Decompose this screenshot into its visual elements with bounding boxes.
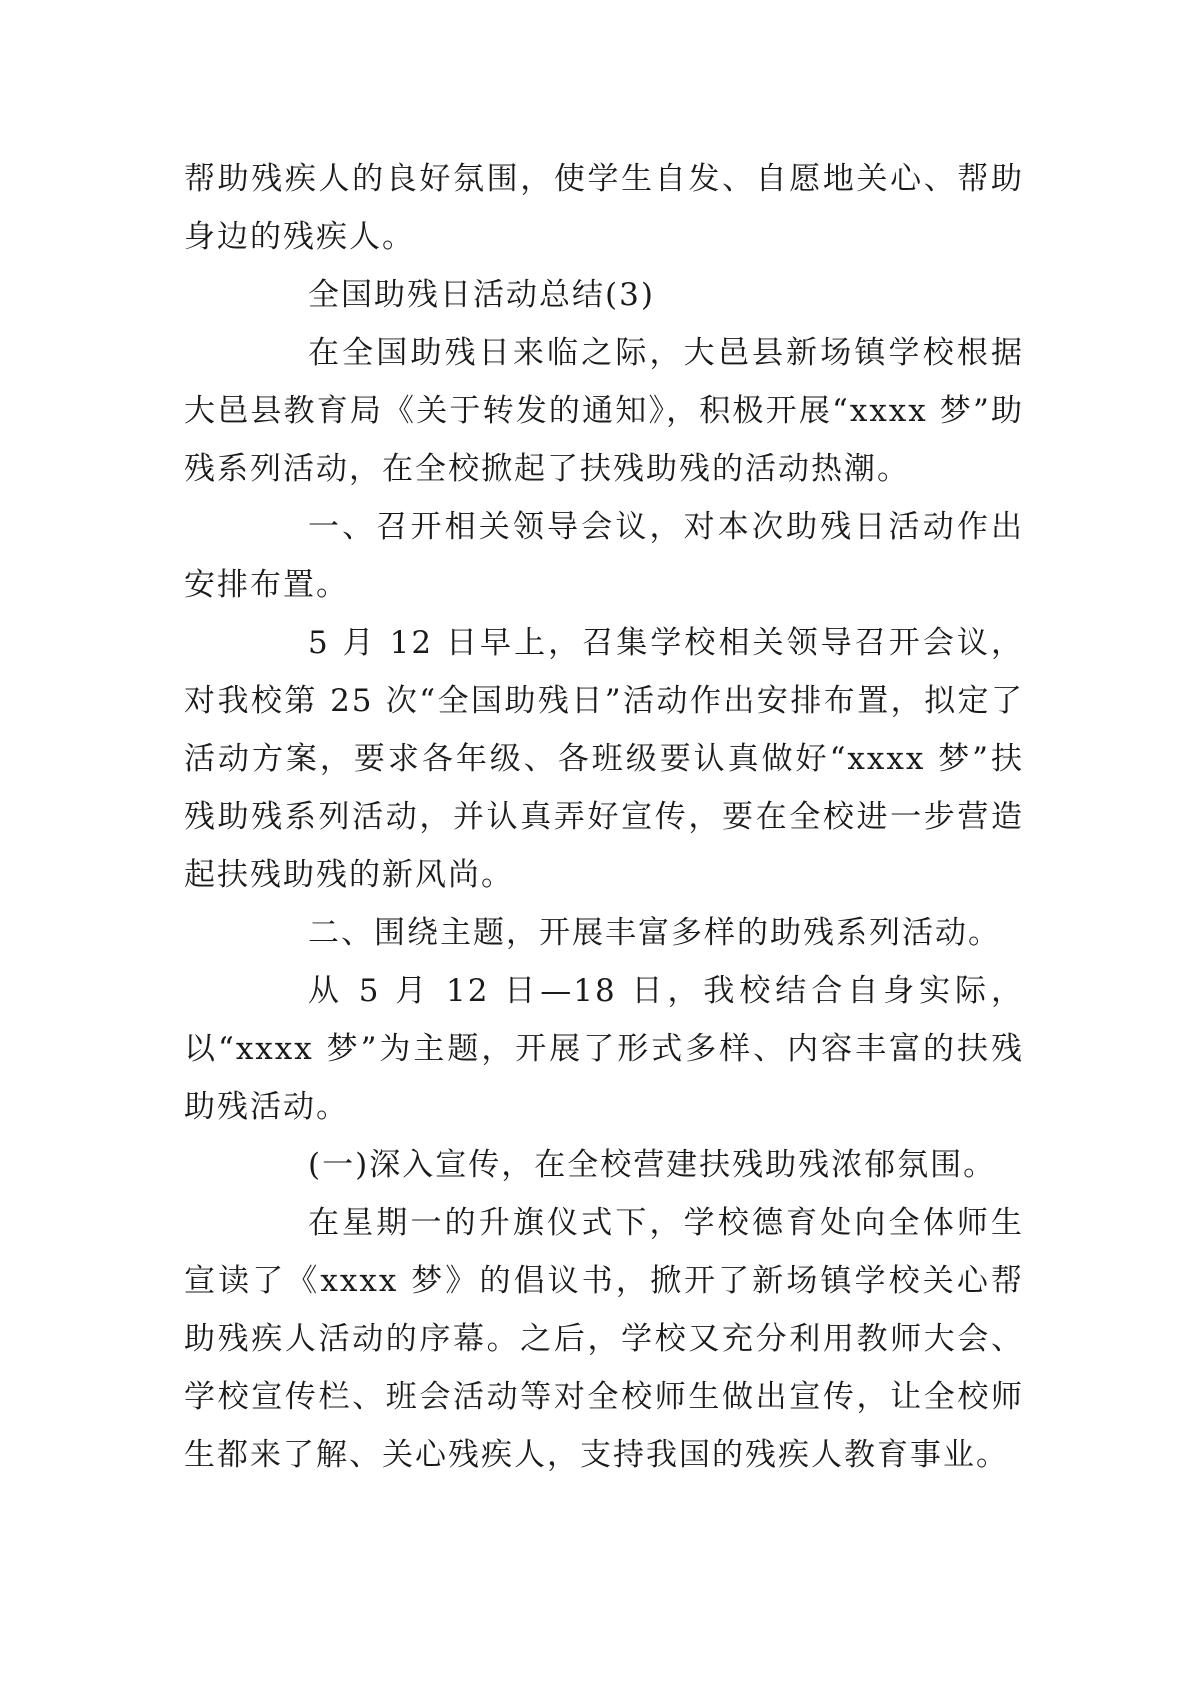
subsection-1-heading: (一)深入宣传，在全校营建扶残助残浓郁氛围。 (308, 1147, 997, 1183)
section-2-heading: 二、围绕主题，开展丰富多样的助残系列活动。 (308, 915, 1001, 951)
document-subtitle: 全国助残日活动总结(3) (308, 277, 655, 313)
paragraph-section-1: 5 月 12 日早上，召集学校相关领导召开会议，对我校第 25 次“全国助残日”活动作出安排布置，拟定了活动方案，要求各年级、各班级要认真做好“xxxx 梦”扶残助残系列活动，并认真弄好宣传，要在全校进一步营造起扶残助残的新风尚。 (184, 625, 1024, 893)
paragraph-subsection-1: 在星期一的升旗仪式下，学校德育处向全体师生宣读了《xxxx 梦》的倡议书，掀开了新场镇学校关心帮助残疾人活动的序幕。之后，学校又充分利用教师大会、学校宣传栏、班会活动等对全校师生做出宣传，让全校师生都来了解、关心残疾人，支持我国的残疾人教育事业。 (184, 1205, 1024, 1473)
paragraph-section-2: 从 5 月 12 日—18 日，我校结合自身实际，以“xxxx 梦”为主题，开展了形式多样、内容丰富的扶残助残活动。 (184, 973, 1024, 1125)
paragraph-intro: 在全国助残日来临之际，大邑县新场镇学校根据大邑县教育局《关于转发的通知》，积极开展“xxxx 梦”助残系列活动，在全校掀起了扶残助残的活动热潮。 (184, 335, 1024, 487)
paragraph-continuation: 帮助残疾人的良好氛围，使学生自发、自愿地关心、帮助身边的残疾人。 (184, 161, 1024, 255)
section-1-heading: 一、召开相关领导会议，对本次助残日活动作出安排布置。 (184, 509, 1024, 603)
document-body (184, 150, 1024, 1484)
